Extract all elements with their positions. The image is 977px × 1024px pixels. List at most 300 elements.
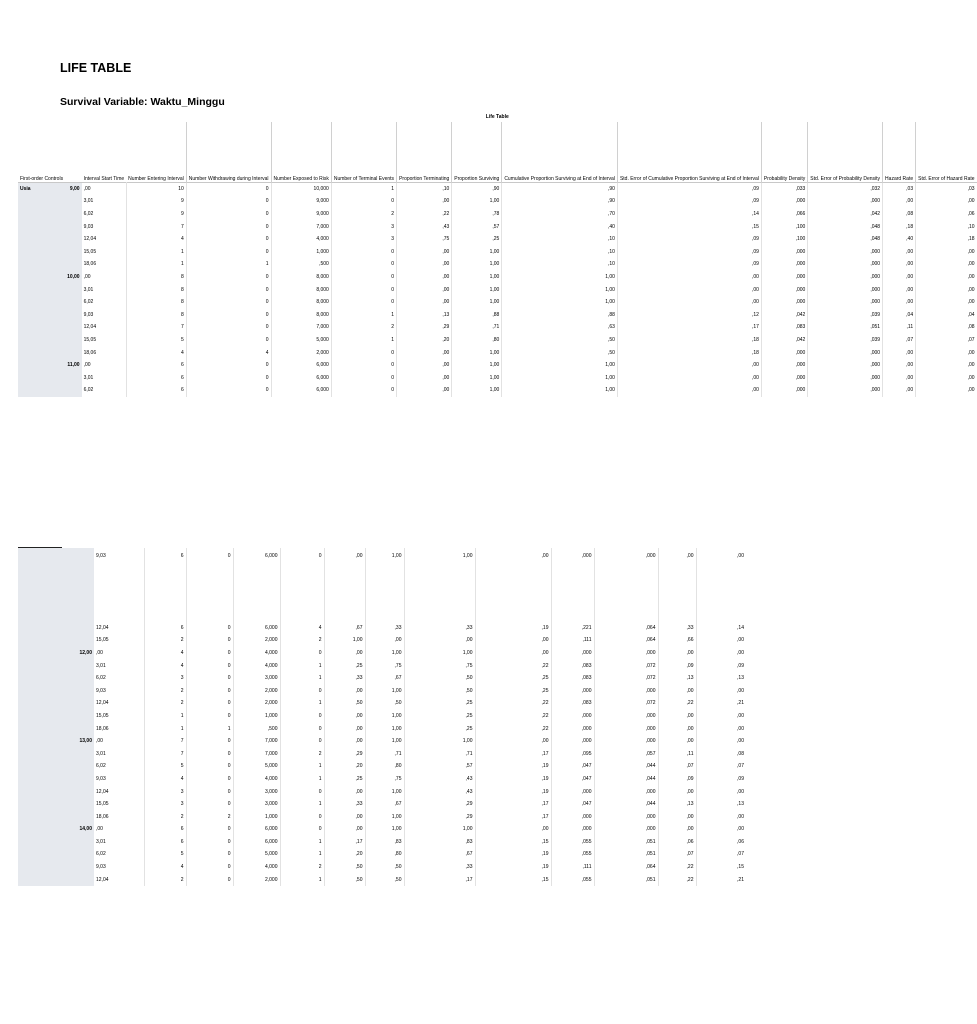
table-cell: 3 [144,798,186,811]
table-cell: ,90 [452,183,502,196]
table-cell [18,861,62,874]
table-cell: 1 [280,836,324,849]
table-cell [18,874,62,887]
table-cell: 0 [186,861,233,874]
table-cell: ,20 [397,334,452,347]
table-cell: 6,000 [271,372,331,385]
table-cell: ,000 [551,685,594,698]
table-cell: ,083 [551,672,594,685]
table-cell: ,047 [551,761,594,774]
table-cell [18,309,65,322]
table-cell: 8,000 [271,284,331,297]
table-cell: 0 [186,761,233,774]
table-row [18,183,977,196]
table-cell: ,000 [761,372,807,385]
table-row [18,259,977,272]
table-cell: ,000 [808,246,883,259]
table-cell: ,00 [916,284,977,297]
table-cell: ,000 [594,723,658,736]
table-cell: 4,000 [233,647,280,660]
table-cell: 3,01 [96,750,106,757]
table-cell: ,044 [594,798,658,811]
table-cell: 3,01 [96,662,106,669]
table-cell: ,066 [761,208,807,221]
table-cell: 0 [186,385,271,398]
table-cell: 15,05 [96,712,109,719]
table-cell: ,00 [96,738,103,745]
table-cell: ,71 [404,748,475,761]
table-cell: ,09 [696,660,746,673]
table-cell: ,50 [502,347,618,360]
table-cell: ,044 [594,761,658,774]
table-cell: ,50 [365,698,404,711]
table-cell: ,13 [658,672,696,685]
table-cell: 9,000 [271,196,331,209]
table-cell [18,347,65,360]
table-cell: ,000 [594,786,658,799]
table-cell: 9,03 [83,311,94,318]
table-cell: 3,000 [233,672,280,685]
table-cell: 9,03 [96,864,106,871]
table-cell: 0 [186,660,233,673]
table-cell: ,19 [475,622,551,635]
table-cell [62,698,94,711]
table-cell: ,00 [397,246,452,259]
table-cell: 12,04 [96,700,109,707]
table-cell: 0 [186,548,233,622]
table-cell [62,874,94,887]
table-row [18,359,977,372]
table-cell: 2 [144,698,186,711]
table-cell: 0 [331,284,396,297]
table-cell: 1,00 [452,296,502,309]
table-cell: 0 [186,798,233,811]
table-cell: 0 [186,246,271,259]
table-cell: ,000 [808,347,883,360]
table-cell: ,07 [696,761,746,774]
table-cell: ,000 [808,372,883,385]
table-cell: 10,000 [271,183,331,196]
table-cell: ,00 [617,372,761,385]
table-cell: ,000 [594,548,658,622]
table-cell: ,111 [551,635,594,648]
table-cell: ,33 [324,672,365,685]
table-cell [62,811,94,824]
table-row [18,874,746,887]
table-cell: ,00 [83,362,91,369]
table-cell: ,095 [551,748,594,761]
page-title: LIFE TABLE [60,61,132,75]
table-cell: 1 [126,246,186,259]
table-cell: ,50 [404,685,475,698]
table-row [18,221,977,234]
table-cell: 5,000 [233,849,280,862]
table-cell: 0 [186,786,233,799]
table-cell: ,051 [594,849,658,862]
table-cell: 1,00 [452,271,502,284]
table-cell: ,00 [883,271,916,284]
table-cell: ,00 [617,284,761,297]
table-cell: 1 [186,259,271,272]
table-cell: 1,00 [502,372,618,385]
table-cell [62,710,94,723]
table-cell: ,75 [404,660,475,673]
table-cell [65,322,82,335]
table-cell: 0 [186,322,271,335]
table-cell: ,50 [324,698,365,711]
table-cell: ,90 [502,183,618,196]
table-cell: 0 [186,849,233,862]
table-cell: ,00 [324,685,365,698]
table-cell: 13,00 [62,735,94,748]
table-cell: 0 [186,773,233,786]
column-header: Probability Density [761,122,807,183]
table-cell: ,00 [397,347,452,360]
table-cell: 12,04 [96,624,109,631]
column-header: Interval Start Time [83,176,125,182]
table-cell: ,00 [658,548,696,622]
table-cell: 0 [280,824,324,837]
table-cell: 6 [126,359,186,372]
table-cell: ,10 [502,233,618,246]
column-header [65,122,82,183]
table-cell: ,40 [883,233,916,246]
table-cell: ,15 [475,836,551,849]
table-cell: 6,000 [271,385,331,398]
table-cell: 0 [186,735,233,748]
table-cell: ,20 [324,761,365,774]
table-cell: ,18 [617,334,761,347]
table-cell: 1,000 [271,246,331,259]
table-cell: ,00 [883,359,916,372]
table-cell: ,13 [658,798,696,811]
column-header: Number Entering Interval [128,176,184,182]
table-cell: ,00 [916,385,977,398]
column-header: Cumulative Proportion Surviving at End of Interval [502,122,618,183]
table-cell: 1 [280,761,324,774]
table-cell: ,71 [452,322,502,335]
table-row [18,208,977,221]
table-cell: 9,03 [83,223,94,230]
table-cell: 8,000 [271,309,331,322]
table-cell: 6,000 [271,359,331,372]
table-cell: ,04 [916,309,977,322]
column-header: First-order Controls [20,176,64,182]
table-cell: 1,00 [365,786,404,799]
table-cell: 1,00 [365,685,404,698]
table-cell: 7 [144,748,186,761]
table-cell: ,00 [397,271,452,284]
table-cell: ,11 [658,748,696,761]
table-cell: 1 [331,309,396,322]
table-cell [18,836,62,849]
table-cell [65,309,82,322]
table-cell: ,13 [696,798,746,811]
table-cell: 3 [331,233,396,246]
table-cell: ,00 [696,811,746,824]
table-cell: 2 [280,635,324,648]
table-cell: ,17 [324,836,365,849]
column-header: Hazard Rate [883,122,916,183]
table-cell [18,811,62,824]
column-header: Proportion Terminating [397,122,452,183]
table-cell: 0 [280,735,324,748]
table-cell: ,00 [324,735,365,748]
table-cell: ,221 [551,622,594,635]
table-row [18,761,746,774]
table-cell: ,25 [324,773,365,786]
table-cell: ,000 [808,284,883,297]
table-cell [62,861,94,874]
table-cell: 1,00 [502,296,618,309]
table-cell: 6 [126,385,186,398]
table-cell: ,15 [617,221,761,234]
table-cell: 8 [126,296,186,309]
table-cell: 3,01 [83,374,94,381]
table-cell: ,50 [324,874,365,887]
table-cell: ,50 [365,861,404,874]
table-cell: 8,000 [271,296,331,309]
table-cell: 0 [280,723,324,736]
table-cell: 0 [186,309,271,322]
table-cell [62,723,94,736]
table-cell: ,17 [475,748,551,761]
table-cell: ,00 [916,359,977,372]
table-cell: 1,00 [365,723,404,736]
table-cell: ,00 [397,385,452,398]
table-cell: ,50 [502,334,618,347]
table-cell: ,000 [808,271,883,284]
table-cell [18,761,62,774]
table-cell: ,12 [617,309,761,322]
table-cell: 2,000 [271,347,331,360]
table-cell: 0 [186,334,271,347]
table-cell: ,88 [452,309,502,322]
table-cell: ,90 [502,196,618,209]
table-cell: ,064 [594,622,658,635]
table-cell: 7,000 [271,221,331,234]
table-cell: 1,000 [233,710,280,723]
table-cell: ,00 [916,259,977,272]
table-row [18,849,746,862]
table-cell: ,25 [452,233,502,246]
table-cell: 10,00 [65,271,82,284]
table-cell: ,22 [397,208,452,221]
table-cell: 6 [144,836,186,849]
table-cell: ,09 [617,259,761,272]
table-row [18,824,746,837]
table-cell: 1,00 [452,359,502,372]
table-cell: ,00 [696,548,746,622]
table-row [18,622,746,635]
table-cell [18,622,62,635]
table-cell: 6,000 [233,824,280,837]
table-row [18,284,977,297]
table-cell: 12,00 [62,647,94,660]
table-cell: ,00 [696,710,746,723]
table-cell: ,00 [696,635,746,648]
table-cell: 18,06 [96,813,109,820]
table-cell: 4 [144,861,186,874]
table-cell: ,83 [365,836,404,849]
table-row [18,710,746,723]
table-cell: ,083 [551,660,594,673]
table-cell: 1 [280,874,324,887]
table-cell: ,051 [594,874,658,887]
table-cell: 0 [186,824,233,837]
table-cell: 18,06 [83,261,97,268]
table-cell: 1 [280,672,324,685]
table-cell: 1,00 [452,196,502,209]
table-cell: 6,02 [96,675,106,682]
table-cell: 4 [126,347,186,360]
table-cell [18,786,62,799]
table-cell: ,00 [883,347,916,360]
table-cell: 2,000 [233,874,280,887]
table-cell: ,04 [883,309,916,322]
table-cell: ,33 [365,622,404,635]
table-cell: ,048 [808,221,883,234]
table-cell: ,00 [916,372,977,385]
table-row [18,836,746,849]
table-cell: 12,04 [96,788,109,795]
table-cell: 1,00 [404,647,475,660]
table-cell: 4,000 [233,861,280,874]
table-cell: ,75 [365,773,404,786]
table-cell: ,20 [324,849,365,862]
table-cell: 9 [126,196,186,209]
table-cell: ,00 [324,723,365,736]
table-cell: 18,06 [96,725,109,732]
table-cell: ,083 [551,698,594,711]
table-cell: 3,01 [96,838,106,845]
table-cell: ,000 [594,647,658,660]
table-cell: ,064 [594,635,658,648]
table-cell: ,072 [594,698,658,711]
table-cell: ,00 [883,196,916,209]
table-cell: 0 [186,748,233,761]
table-cell: 15,05 [83,336,97,343]
table-cell: ,00 [617,359,761,372]
table-cell [18,284,65,297]
table-cell: ,072 [594,660,658,673]
table-cell: 5 [144,849,186,862]
table-cell: ,07 [883,334,916,347]
table-cell: 0 [331,372,396,385]
table-cell [65,208,82,221]
table-cell: ,57 [404,761,475,774]
table-cell: ,000 [551,824,594,837]
table-cell: ,08 [883,208,916,221]
column-header: Std. Error of Cumulative Proportion Surviving at End of Interval [617,122,761,183]
table-cell: ,047 [551,798,594,811]
table-cell: 9,03 [96,775,106,782]
table-row [18,233,977,246]
table-cell: ,047 [551,773,594,786]
table-row [18,748,746,761]
table-cell: 0 [186,271,271,284]
table-cell: ,19 [475,786,551,799]
table-cell: 5,000 [271,334,331,347]
table-cell: 0 [186,372,271,385]
table-cell: ,21 [696,698,746,711]
table-cell: ,00 [658,647,696,660]
table-cell: ,22 [475,660,551,673]
table-cell: ,000 [761,196,807,209]
table-cell: 6 [144,824,186,837]
table-cell: ,00 [696,647,746,660]
table-cell: 0 [280,647,324,660]
table-cell: ,71 [365,748,404,761]
column-header: Number Exposed to Risk [271,122,331,183]
table-cell [62,660,94,673]
table-cell [18,271,65,284]
table-cell: ,00 [883,259,916,272]
table-cell: 4 [280,622,324,635]
table-cell: 9,00 [65,183,82,196]
table-cell: ,70 [502,208,618,221]
table-cell: ,10 [916,221,977,234]
table-cell: ,08 [696,748,746,761]
table-cell [65,296,82,309]
table-cell: 6,000 [233,622,280,635]
table-cell: ,09 [617,183,761,196]
table-cell: 0 [331,196,396,209]
table-cell: 0 [280,811,324,824]
table-cell [65,334,82,347]
table-cell [18,246,65,259]
table-cell: ,000 [808,359,883,372]
table-cell: ,00 [324,710,365,723]
table-cell: ,25 [404,723,475,736]
table-cell: ,500 [233,723,280,736]
table-cell: 15,05 [83,248,97,255]
table-cell: ,78 [452,208,502,221]
table-cell: ,00 [324,548,365,622]
table-cell: ,500 [271,259,331,272]
table-cell: 6 [126,372,186,385]
table-cell: 0 [186,698,233,711]
table-cell: 15,05 [96,801,109,808]
table-cell: ,033 [761,183,807,196]
table-cell: ,25 [404,698,475,711]
table-cell: 1,00 [502,359,618,372]
table-cell: ,19 [475,773,551,786]
table-cell [62,798,94,811]
life-table-body [18,112,977,397]
table-cell [18,635,62,648]
table-cell: 0 [186,196,271,209]
table-cell: ,19 [475,761,551,774]
table-cell [65,233,82,246]
table-cell: 6,02 [83,299,94,306]
table-cell [18,385,65,398]
table-cell: ,00 [475,635,551,648]
table-cell: ,43 [404,786,475,799]
table-cell: ,80 [365,849,404,862]
table-cell: ,100 [761,233,807,246]
table-cell: ,29 [324,748,365,761]
table-cell [18,723,62,736]
table-cell: ,13 [397,309,452,322]
table-cell: 0 [331,296,396,309]
table-cell: ,22 [475,710,551,723]
table-cell: ,75 [365,660,404,673]
table-cell: ,00 [658,735,696,748]
table-cell [18,322,65,335]
table-row [18,309,977,322]
table-cell: 1,00 [502,385,618,398]
